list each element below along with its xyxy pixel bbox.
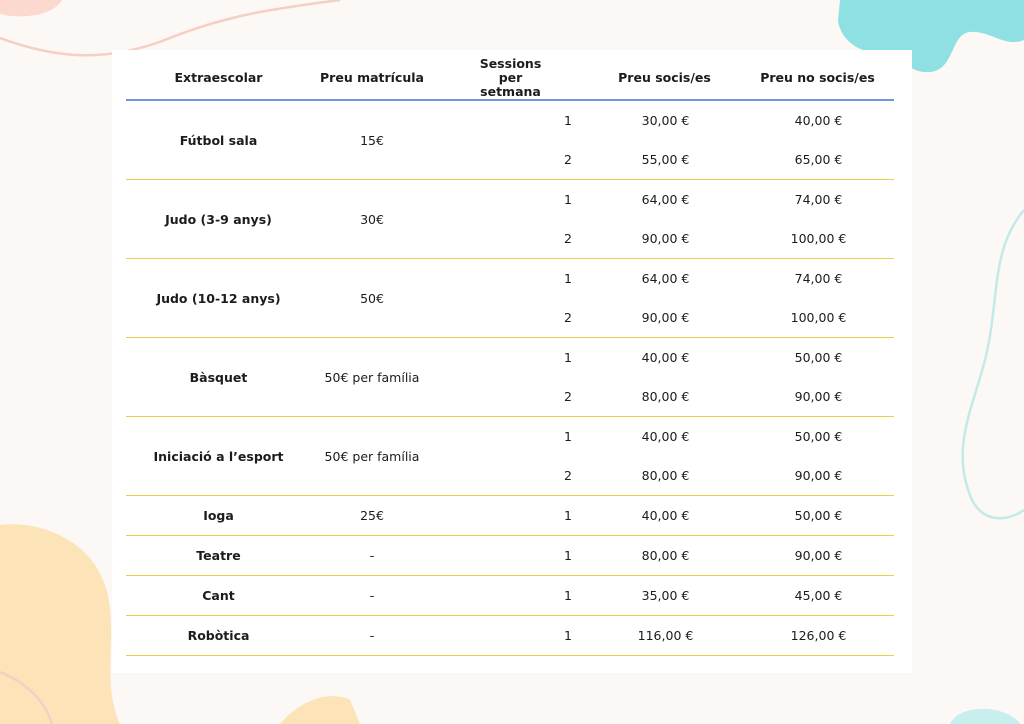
peach-blob-top-left — [0, 0, 62, 16]
non-members-price: 50,00 € — [794, 350, 843, 365]
non-members-price: 50,00 € — [741, 496, 894, 536]
members-price: 30,00 € — [641, 113, 690, 128]
members-price: 80,00 € — [588, 536, 741, 576]
header-non-members-price: Preu no socis/es — [741, 56, 894, 100]
activity-name: Fútbol sala — [126, 100, 311, 180]
enrollment-fee: 15€ — [311, 100, 433, 180]
members-price: 80,00 € — [588, 377, 741, 417]
table-row — [126, 616, 894, 656]
non-members-price: 74,00 € — [794, 192, 843, 207]
enrollment-fee: - — [311, 616, 433, 656]
non-members-price: 45,00 € — [741, 576, 894, 616]
table-row — [126, 576, 894, 616]
activity-name: Cant — [126, 576, 311, 616]
sessions-per-week: 2 — [433, 456, 588, 496]
non-members-price: 126,00 € — [741, 616, 894, 656]
sessions-per-week: 2 — [433, 219, 588, 259]
enrollment-fee: 30€ — [311, 180, 433, 259]
pricing-card — [112, 50, 912, 673]
peach-blob-bottom-left — [0, 524, 120, 724]
sessions-per-week: 2 — [433, 298, 588, 338]
table-row — [126, 417, 894, 457]
table-row — [126, 259, 894, 299]
enrollment-fee: 50€ per família — [311, 338, 433, 417]
sessions-per-week: 2 — [433, 377, 588, 417]
sessions-per-week: 1 — [564, 350, 572, 365]
pricing-table — [126, 56, 894, 656]
members-price: 64,00 € — [641, 192, 690, 207]
table-row — [126, 338, 894, 378]
enrollment-fee: - — [311, 536, 433, 576]
sessions-per-week: 2 — [433, 140, 588, 180]
peach-blob-bottom — [280, 696, 360, 724]
activity-name: Teatre — [126, 536, 311, 576]
members-price: 55,00 € — [588, 140, 741, 180]
members-price: 90,00 € — [588, 298, 741, 338]
sessions-per-week: 1 — [564, 192, 572, 207]
members-price: 80,00 € — [588, 456, 741, 496]
non-members-price: 40,00 € — [794, 113, 843, 128]
members-price: 40,00 € — [641, 429, 690, 444]
sessions-per-week: 1 — [433, 576, 588, 616]
sessions-per-week: 1 — [564, 429, 572, 444]
non-members-price: 100,00 € — [741, 219, 894, 259]
members-price: 116,00 € — [588, 616, 741, 656]
sessions-per-week: 1 — [564, 271, 572, 286]
header-members-price: Preu socis/es — [588, 56, 741, 100]
sessions-per-week: 1 — [564, 113, 572, 128]
table-row — [126, 180, 894, 220]
members-price: 64,00 € — [641, 271, 690, 286]
activity-name: Judo (10-12 anys) — [126, 259, 311, 338]
enrollment-fee: 50€ per família — [311, 417, 433, 496]
members-price: 35,00 € — [588, 576, 741, 616]
sessions-per-week: 1 — [433, 616, 588, 656]
non-members-price: 90,00 € — [741, 536, 894, 576]
members-price: 40,00 € — [641, 350, 690, 365]
non-members-price: 100,00 € — [741, 298, 894, 338]
activity-name: Iniciació a l’esport — [126, 417, 311, 496]
activity-name: Bàsquet — [126, 338, 311, 417]
table-row — [126, 496, 894, 536]
activity-name: Ioga — [126, 496, 311, 536]
non-members-price: 65,00 € — [741, 140, 894, 180]
header-enrollment-fee: Preu matrícula — [311, 56, 433, 100]
enrollment-fee: - — [311, 576, 433, 616]
sessions-per-week: 1 — [433, 536, 588, 576]
table-row — [126, 536, 894, 576]
enrollment-fee: 25€ — [311, 496, 433, 536]
teal-blob-bottom-right — [950, 709, 1020, 724]
table-header-row — [126, 56, 894, 100]
activity-name: Robòtica — [126, 616, 311, 656]
table-row — [126, 100, 894, 140]
teal-wave-right — [963, 210, 1024, 518]
non-members-price: 74,00 € — [794, 271, 843, 286]
header-activity: Extraescolar — [126, 56, 311, 100]
sessions-per-week: 1 — [433, 496, 588, 536]
non-members-price: 90,00 € — [741, 377, 894, 417]
members-price: 40,00 € — [588, 496, 741, 536]
non-members-price: 90,00 € — [741, 456, 894, 496]
members-price: 90,00 € — [588, 219, 741, 259]
activity-name: Judo (3-9 anys) — [126, 180, 311, 259]
header-sessions-per-week: Sessions per setmana — [433, 56, 588, 100]
non-members-price: 50,00 € — [794, 429, 843, 444]
enrollment-fee: 50€ — [311, 259, 433, 338]
